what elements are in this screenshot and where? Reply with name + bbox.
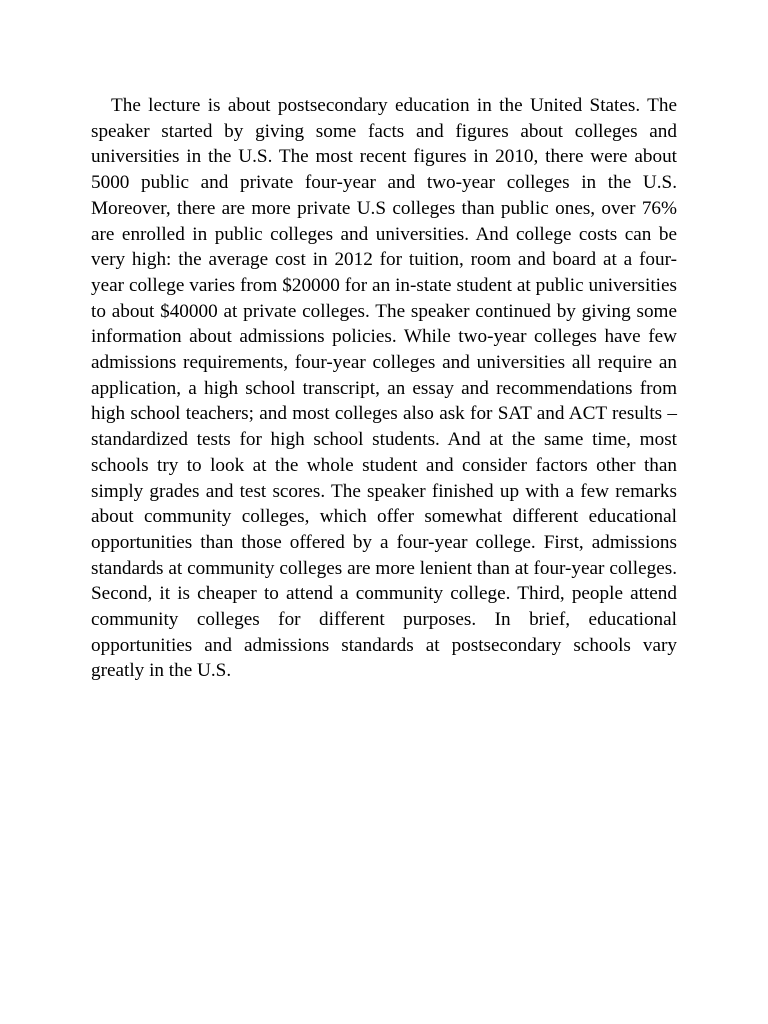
body-paragraph: The lecture is about postsecondary education in the United States. The speaker started by giving some facts and figures about colleges and universities in the U.S. The most recent figures in 2010, there were about 5000 public and private four-year and two-year colleges in the U.S. Moreover, there are more private U.S colleges than public ones, over 76% are enrolled in public colleges and universities. And college costs can be very high: the average cost in 2012 for tuition, room and board at a four-year college varies from $20000 for an in-state student at public universities to about $40000 at private colleges. The speaker continued by giving some information about admissions policies. While two-year colleges have few admissions requirements, four-year colleges and universities all require an application, a high school transcript, an essay and recommendations from high school teachers; and most colleges also ask for SAT and ACT results – standardized tests for high school students. And at the same time, most schools try to look at the whole student and consider factors other than simply grades and test scores. The speaker finished up with a few remarks about community colleges, which offer somewhat different educational opportunities than those offered by a four-year college. First, admissions standards at community colleges are more lenient than at four-year colleges. Second, it is cheaper to attend a community college. Third, people attend community colleges for different purposes. In brief, educational opportunities and admissions standards at postsecondary schools vary greatly in the U.S. <box>91 95 677 682</box>
